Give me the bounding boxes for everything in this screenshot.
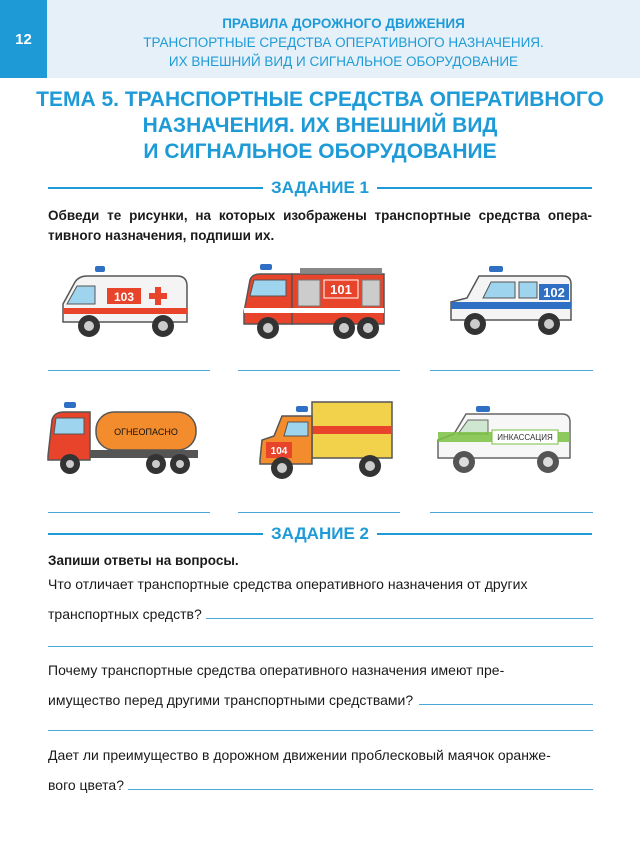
- fire-truck-icon[interactable]: [240, 262, 390, 344]
- answer-line[interactable]: [48, 512, 210, 513]
- answer-line[interactable]: [238, 512, 400, 513]
- topic-title-line3: И СИГНАЛЬНОЕ ОБОРУДОВАНИЕ: [143, 140, 497, 163]
- question-3: [48, 740, 593, 800]
- task2-title: ЗАДАНИЕ 2: [271, 524, 369, 543]
- task2-instruction: Запиши ответы на вопросы.: [48, 553, 239, 568]
- answer-field[interactable]: [419, 690, 593, 705]
- cash-collection-van-icon[interactable]: [432, 400, 577, 480]
- task1-instruction: Обведи те рисунки, на которых изображены транспортные средства опера-тивного назначения, подпиши их.: [48, 208, 592, 243]
- divider: [48, 187, 263, 189]
- topic-title: [30, 87, 610, 165]
- divider: [48, 533, 263, 535]
- question-text: Почему транспортные средства оперативного назначения имеют пре-: [48, 662, 505, 678]
- question-text: Что отличает транспортные средства оперативного назначения от других: [48, 576, 528, 592]
- vehicle-label: ОГНЕОПАСНО: [114, 427, 178, 437]
- task1-heading: [48, 178, 592, 198]
- divider: [377, 187, 592, 189]
- answer-line[interactable]: [48, 730, 593, 731]
- running-title-line3: ИХ ВНЕШНИЙ ВИД И СИГНАЛЬНОЕ ОБОРУДОВАНИЕ: [168, 54, 519, 69]
- gas-service-truck-icon[interactable]: [256, 400, 396, 482]
- question-text: имущество перед другими транспортными средствами?: [48, 692, 414, 708]
- vehicle-label: 104: [270, 446, 288, 457]
- answer-line[interactable]: [238, 370, 400, 371]
- answer-line[interactable]: [48, 370, 210, 371]
- task1-title: ЗАДАНИЕ 1: [271, 178, 369, 197]
- question-1: [48, 569, 593, 629]
- question-text: вого цвета?: [48, 777, 124, 793]
- task2-heading: [48, 524, 592, 544]
- page-header: [0, 0, 640, 78]
- running-title-line2: ТРАНСПОРТНЫЕ СРЕДСТВА ОПЕРАТИВНОГО НАЗНАЧЕНИЯ.: [143, 35, 544, 50]
- running-title-line1: ПРАВИЛА ДОРОЖНОГО ДВИЖЕНИЯ: [222, 16, 465, 31]
- question-text: транспортных средств?: [48, 606, 202, 622]
- answer-line[interactable]: [48, 646, 593, 647]
- page-number: 12: [0, 0, 47, 78]
- divider: [377, 533, 592, 535]
- answer-field[interactable]: [128, 775, 593, 790]
- answer-line[interactable]: [430, 512, 593, 513]
- tanker-truck-icon[interactable]: [44, 400, 204, 478]
- topic-title-line1: ТЕМА 5. ТРАНСПОРТНЫЕ СРЕДСТВА ОПЕРАТИВНОГО: [36, 88, 604, 111]
- ambulance-van-icon[interactable]: [55, 264, 195, 342]
- vehicle-label: 102: [543, 285, 565, 300]
- answer-field[interactable]: [206, 604, 593, 619]
- vehicle-label: 101: [330, 282, 352, 297]
- topic-title-line2: НАЗНАЧЕНИЯ. ИХ ВНЕШНИЙ ВИД: [142, 114, 498, 137]
- question-2: [48, 655, 593, 715]
- vehicle-label: 103: [113, 290, 135, 304]
- police-suv-icon[interactable]: [445, 262, 580, 344]
- question-text: Дает ли преимущество в дорожном движении проблесковый маячок оранже-: [48, 747, 551, 763]
- answer-line[interactable]: [430, 370, 593, 371]
- vehicle-label: ИНКАССАЦИЯ: [497, 433, 553, 442]
- running-title: [47, 14, 640, 71]
